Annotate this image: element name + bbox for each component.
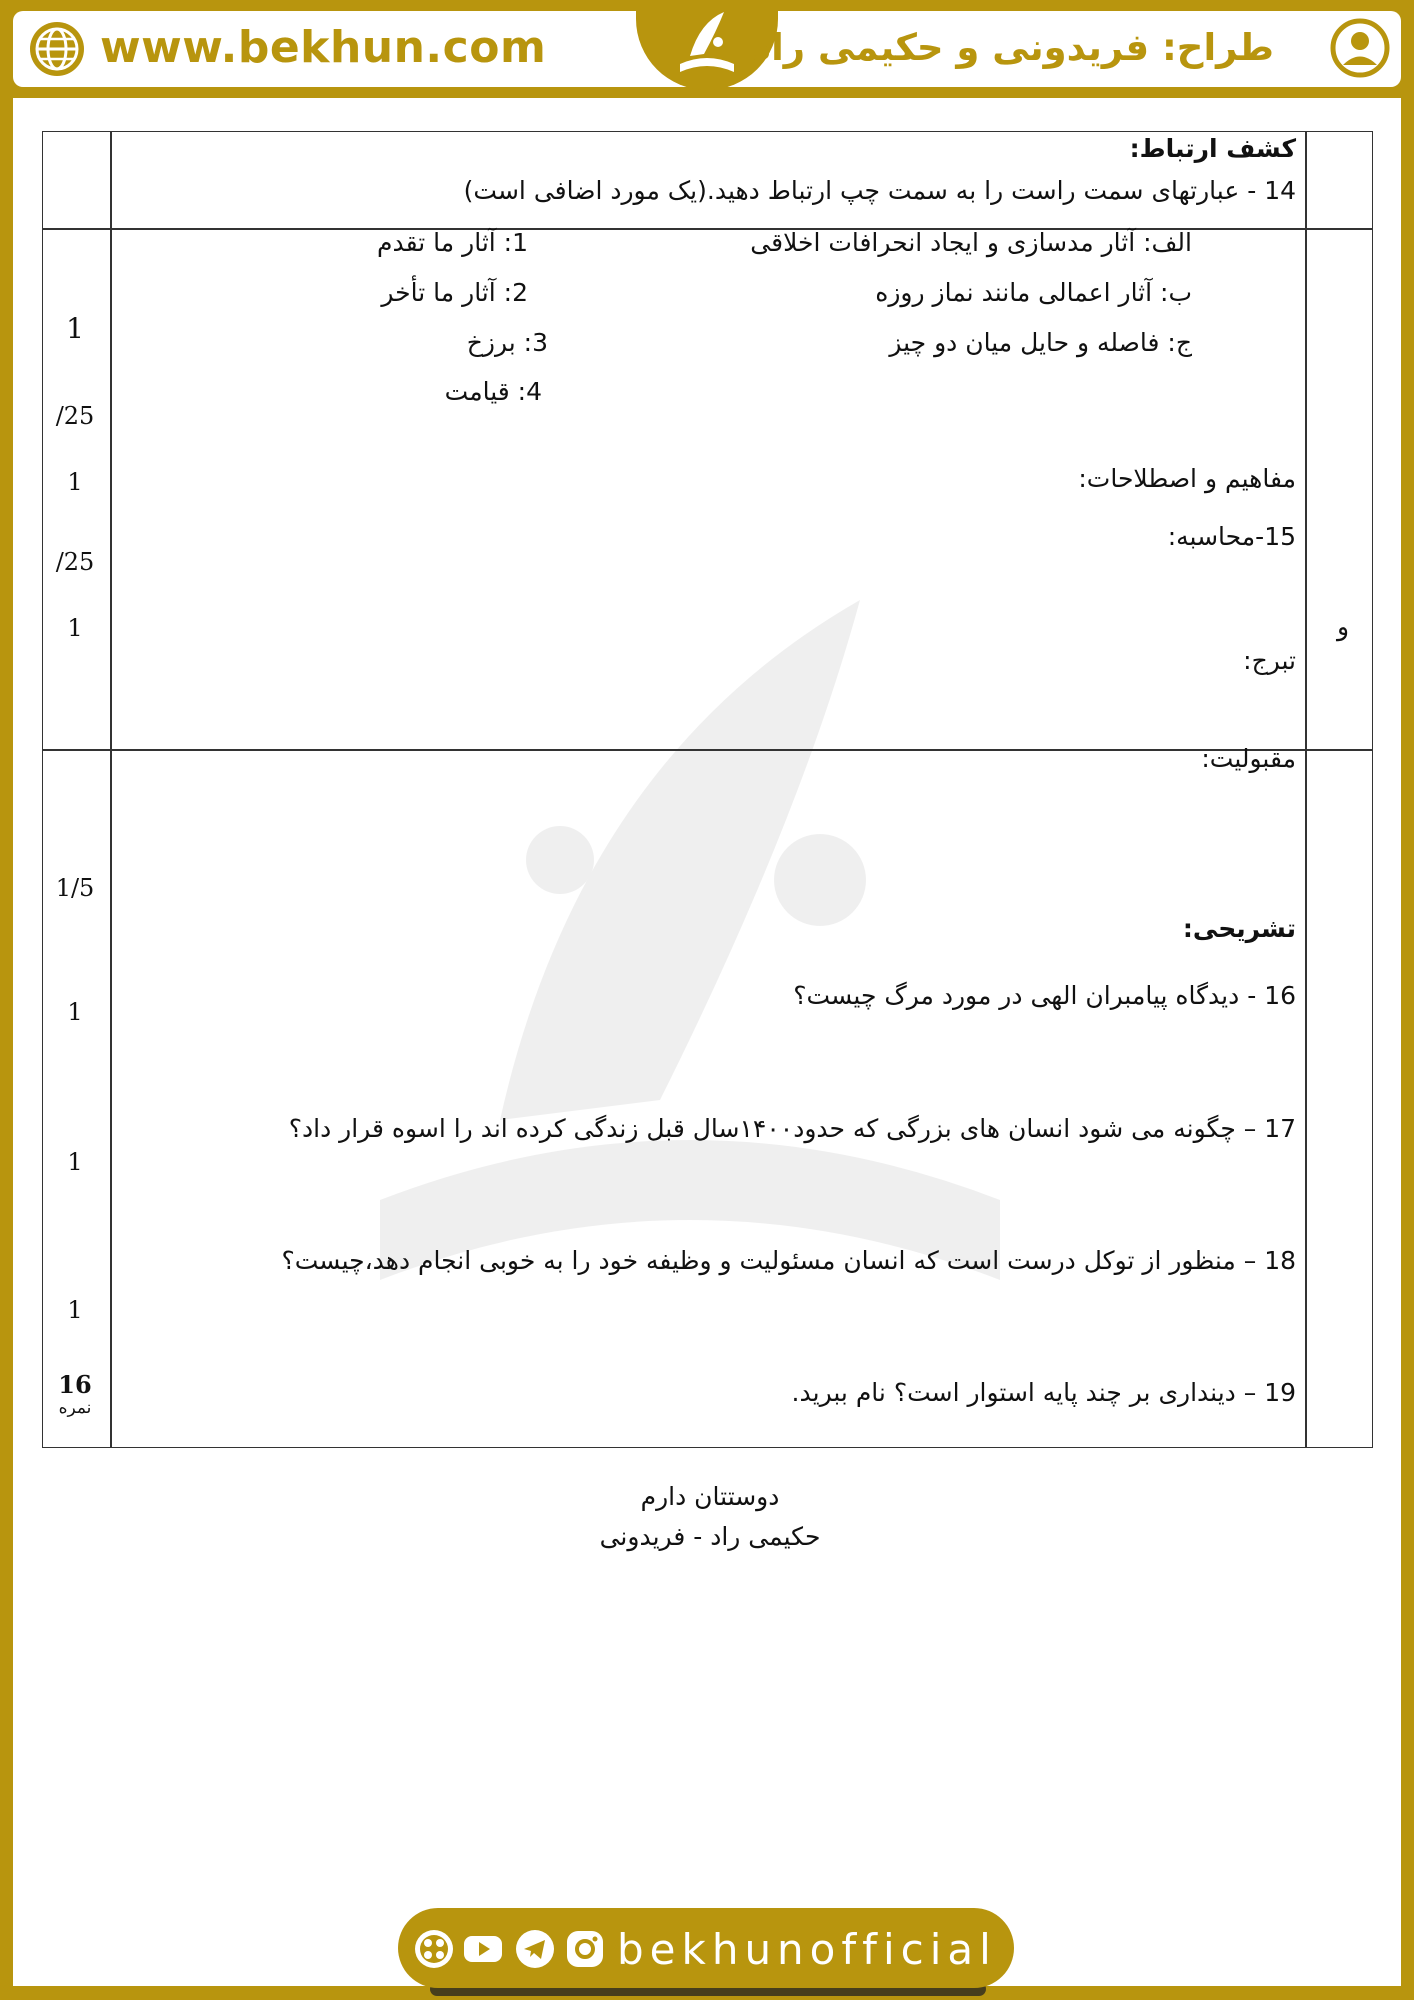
- matching-heading: کشف ارتباط:: [1129, 134, 1296, 163]
- concept-item: مقبولیت:: [1201, 744, 1296, 773]
- concept-item: 15-محاسبه:: [1167, 522, 1296, 551]
- matching-left-item: 2: آثار ما تأخر: [381, 278, 528, 307]
- score-value: 1: [67, 998, 83, 1026]
- concepts-heading: مفاهیم و اصطلاحات:: [1078, 464, 1296, 493]
- matching-left-item: 3: برزخ: [466, 328, 548, 357]
- user-icon: [1330, 18, 1390, 78]
- matching-left-item: 4: قیامت: [444, 377, 542, 406]
- score-value: 1/5: [55, 874, 95, 902]
- site-url[interactable]: www.bekhun.com: [100, 22, 547, 73]
- matching-left-item: 1: آثار ما تقدم: [377, 228, 528, 257]
- score-column-divider: [110, 131, 112, 1448]
- aparat-icon[interactable]: [413, 1928, 455, 1970]
- author-label: طراح: فریدونی و حکیمی راد: [752, 26, 1274, 69]
- question-19: 19 – دینداری بر چند پایه استوار است؟ نام ببرید.: [791, 1378, 1296, 1407]
- footer-handle[interactable]: bekhunofficial: [617, 1925, 997, 1974]
- telegram-icon[interactable]: [514, 1928, 556, 1970]
- score-value: /25: [55, 402, 95, 430]
- score-value: 1: [67, 468, 83, 496]
- descriptive-heading: تشریحی:: [1182, 914, 1296, 943]
- closing-line-1: دوستتان دارم: [640, 1482, 780, 1511]
- score-value: 1: [67, 1296, 83, 1324]
- instagram-icon[interactable]: [564, 1928, 606, 1970]
- score-value: 1: [66, 312, 84, 345]
- section-side-label: و: [1336, 612, 1350, 641]
- globe-icon: [28, 20, 86, 78]
- section-column-divider: [1305, 131, 1307, 1448]
- score-value: /25: [55, 548, 95, 576]
- closing-line-2: حکیمی راد - فریدونی: [599, 1522, 821, 1551]
- matching-right-item: الف: آثار مدسازی و ایجاد انحرافات اخلاقی: [750, 228, 1192, 257]
- question-18: 18 – منظور از توکل درست است که انسان مسئولیت و وظیفه خود را به خوبی انجام دهد،چیست؟: [281, 1246, 1296, 1275]
- matching-instruction: 14 - عبارتهای سمت راست را به سمت چپ ارتباط دهید.(یک مورد اضافی است): [463, 176, 1296, 205]
- youtube-icon[interactable]: [462, 1928, 504, 1970]
- question-17: 17 – چگونه می شود انسان های بزرگی که حدود۱۴۰۰سال قبل زندگی کرده اند را اسوه قرار داد؟: [288, 1114, 1296, 1143]
- book-logo-icon: [660, 2, 754, 88]
- question-16: 16 - دیدگاه پیامبران الهی در مورد مرگ چیست؟: [793, 981, 1296, 1010]
- total-label: نمره: [58, 1398, 92, 1418]
- row-divider: [42, 749, 1373, 751]
- matching-right-item: ب: آثار اعمالی مانند نماز روزه: [875, 278, 1192, 307]
- matching-right-item: ج: فاصله و حایل میان دو چیز: [889, 328, 1192, 357]
- total-score: 16: [58, 1370, 92, 1399]
- score-value: 1: [67, 614, 83, 642]
- score-value: 1: [67, 1148, 83, 1176]
- concept-item: تبرج:: [1243, 646, 1296, 675]
